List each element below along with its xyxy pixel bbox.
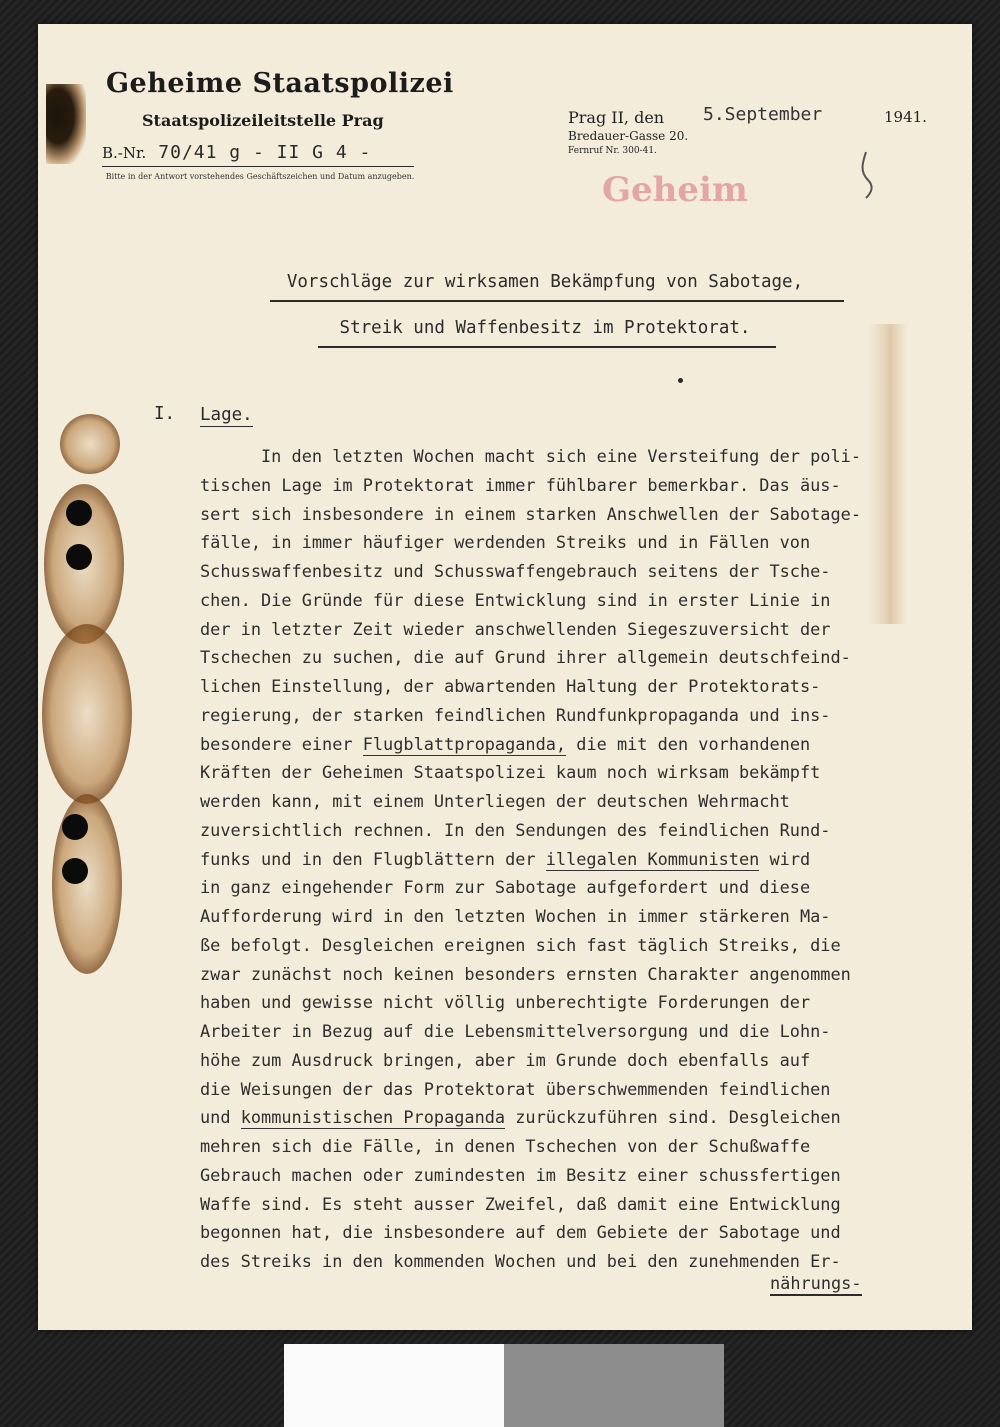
body-line: Waffe sind. Es steht ausser Zweifel, daß damit eine Entwicklung bbox=[200, 1193, 841, 1214]
body-text-span: die mit den vorhandenen bbox=[566, 733, 811, 754]
document-page bbox=[38, 24, 972, 1330]
letterhead-title: Geheime Staatspolizei bbox=[106, 68, 454, 99]
body-line: in ganz eingehender Form zur Sabotage aufgefordert und diese bbox=[200, 877, 811, 898]
body-line: zwar zunächst noch keinen besonders ernsten Charakter angenommen bbox=[200, 963, 851, 984]
body-line: Arbeiter in Bezug auf die Lebensmittelversorgung und die Lohn- bbox=[200, 1021, 831, 1041]
subject-underline bbox=[318, 346, 776, 348]
body-line: Schusswaffenbesitz und Schusswaffengebrauch seitens der Tsche- bbox=[200, 561, 831, 581]
body-line: regierung, der starken feindlichen Rundfunkpropaganda und ins- bbox=[200, 704, 831, 725]
stain-mark bbox=[60, 414, 120, 474]
body-line: werden kann, mit einem Unterliegen der deutschen Wehrmacht bbox=[200, 791, 790, 811]
subject-line-1: Vorschläge zur wirksamen Bekämpfung von Sabotage, bbox=[286, 272, 804, 292]
body-line: fälle, in immer häufiger werdenden Streiks und in Fällen von bbox=[200, 532, 811, 553]
body-text-span: zurückzuführen sind. Desgleichen bbox=[505, 1107, 841, 1128]
body-text-span: wird bbox=[759, 848, 811, 869]
section-title: Lage. bbox=[200, 405, 253, 425]
body-line: die Weisungen der das Protektorat überschwemmenden feindlichen bbox=[200, 1078, 831, 1099]
ink-dot bbox=[678, 378, 683, 383]
body-line: der in letzter Zeit wieder anschwellenden Siegeszuversicht der bbox=[200, 618, 831, 639]
body-line: zuversichtlich rechnen. In den Sendungen des feindlichen Rund- bbox=[200, 819, 831, 840]
pencil-check-mark bbox=[856, 150, 886, 200]
subject-underline bbox=[270, 300, 844, 302]
date-day-month: 5.September bbox=[703, 104, 823, 125]
reference-note: Bitte in der Antwort vorstehendes Geschäftszeichen und Datum anzugeben. bbox=[105, 172, 415, 181]
underlined-phrase: illegalen Kommunisten bbox=[545, 848, 760, 869]
body-line: Gebrauch machen oder zumindesten im Besitz einer schussfertigen bbox=[200, 1164, 841, 1185]
body-text bbox=[200, 442, 970, 1276]
body-line: In den letzten Wochen macht sich eine Versteifung der poli- bbox=[200, 446, 861, 466]
place-city: Prag II, den bbox=[568, 108, 665, 127]
body-line: begonnen hat, die insbesondere auf dem Gebiete der Sabotage und bbox=[200, 1222, 841, 1243]
body-line: Tschechen zu suchen, die auf Grund ihrer allgemein deutschfeind- bbox=[200, 647, 851, 668]
body-line bbox=[200, 730, 970, 759]
body-line: tischen Lage im Protektorat immer fühlbarer bemerkbar. Das äus- bbox=[200, 474, 841, 495]
body-line: haben und gewisse nicht völlig unberechtigte Forderungen der bbox=[200, 992, 811, 1013]
subject-block bbox=[38, 270, 972, 348]
section-number: I. bbox=[154, 404, 176, 424]
punch-hole bbox=[62, 858, 88, 884]
body-line: Aufforderung wird in den letzten Wochen in immer stärkeren Ma- bbox=[200, 906, 831, 926]
body-text-span: funks und in den Flugblättern der bbox=[200, 848, 546, 869]
reference-prefix: B.-Nr. bbox=[102, 144, 147, 162]
date-year: 1941. bbox=[884, 108, 927, 126]
body-text-span: und bbox=[200, 1107, 241, 1128]
body-line: höhe zum Ausdruck bringen, aber im Grunde doch ebenfalls auf bbox=[200, 1049, 811, 1070]
reference-number-line bbox=[102, 142, 414, 167]
calibration-white-patch bbox=[284, 1344, 504, 1427]
body-line: des Streiks in den kommenden Wochen und bei den zunehmenden Er- bbox=[200, 1251, 841, 1271]
body-line: Kräften der Geheimen Staatspolizei kaum noch wirksam bekämpft bbox=[200, 762, 821, 783]
body-line: chen. Die Gründe für diese Entwicklung sind in erster Linie in bbox=[200, 589, 831, 610]
letterhead-subtitle: Staatspolizeileitstelle Prag bbox=[142, 111, 384, 130]
calibration-grey-patch bbox=[504, 1344, 724, 1427]
place-phone: Fernruf Nr. 300-41. bbox=[568, 146, 657, 156]
subject-line-2: Streik und Waffenbesitz im Protektorat. bbox=[339, 318, 751, 338]
stain-mark bbox=[42, 624, 132, 804]
body-text-span: besondere einer bbox=[200, 733, 363, 754]
underlined-phrase: Flugblattpropaganda, bbox=[362, 733, 567, 754]
body-line bbox=[200, 1103, 970, 1132]
secret-stamp: Geheim bbox=[602, 170, 748, 210]
body-line bbox=[200, 845, 970, 874]
body-line: sert sich insbesondere in einem starken Anschwellen der Sabotage- bbox=[200, 503, 861, 524]
punch-hole bbox=[62, 814, 88, 840]
burn-mark bbox=[46, 84, 86, 164]
place-block bbox=[568, 108, 688, 156]
body-line: mehren sich die Fälle, in denen Tschechen von der Schußwaffe bbox=[200, 1136, 811, 1156]
place-street: Bredauer-Gasse 20. bbox=[568, 129, 689, 143]
punch-hole bbox=[66, 544, 92, 570]
body-line: ße befolgt. Desgleichen ereignen sich fast täglich Streiks, die bbox=[200, 934, 841, 955]
punch-hole bbox=[66, 500, 92, 526]
underlined-phrase: kommunistischen Propaganda bbox=[240, 1107, 506, 1128]
catchword: nährungs- bbox=[770, 1272, 862, 1296]
reference-number: 70/41 g - II G 4 - bbox=[158, 142, 372, 163]
body-line: lichen Einstellung, der abwartenden Haltung der Protektorats- bbox=[200, 676, 821, 696]
